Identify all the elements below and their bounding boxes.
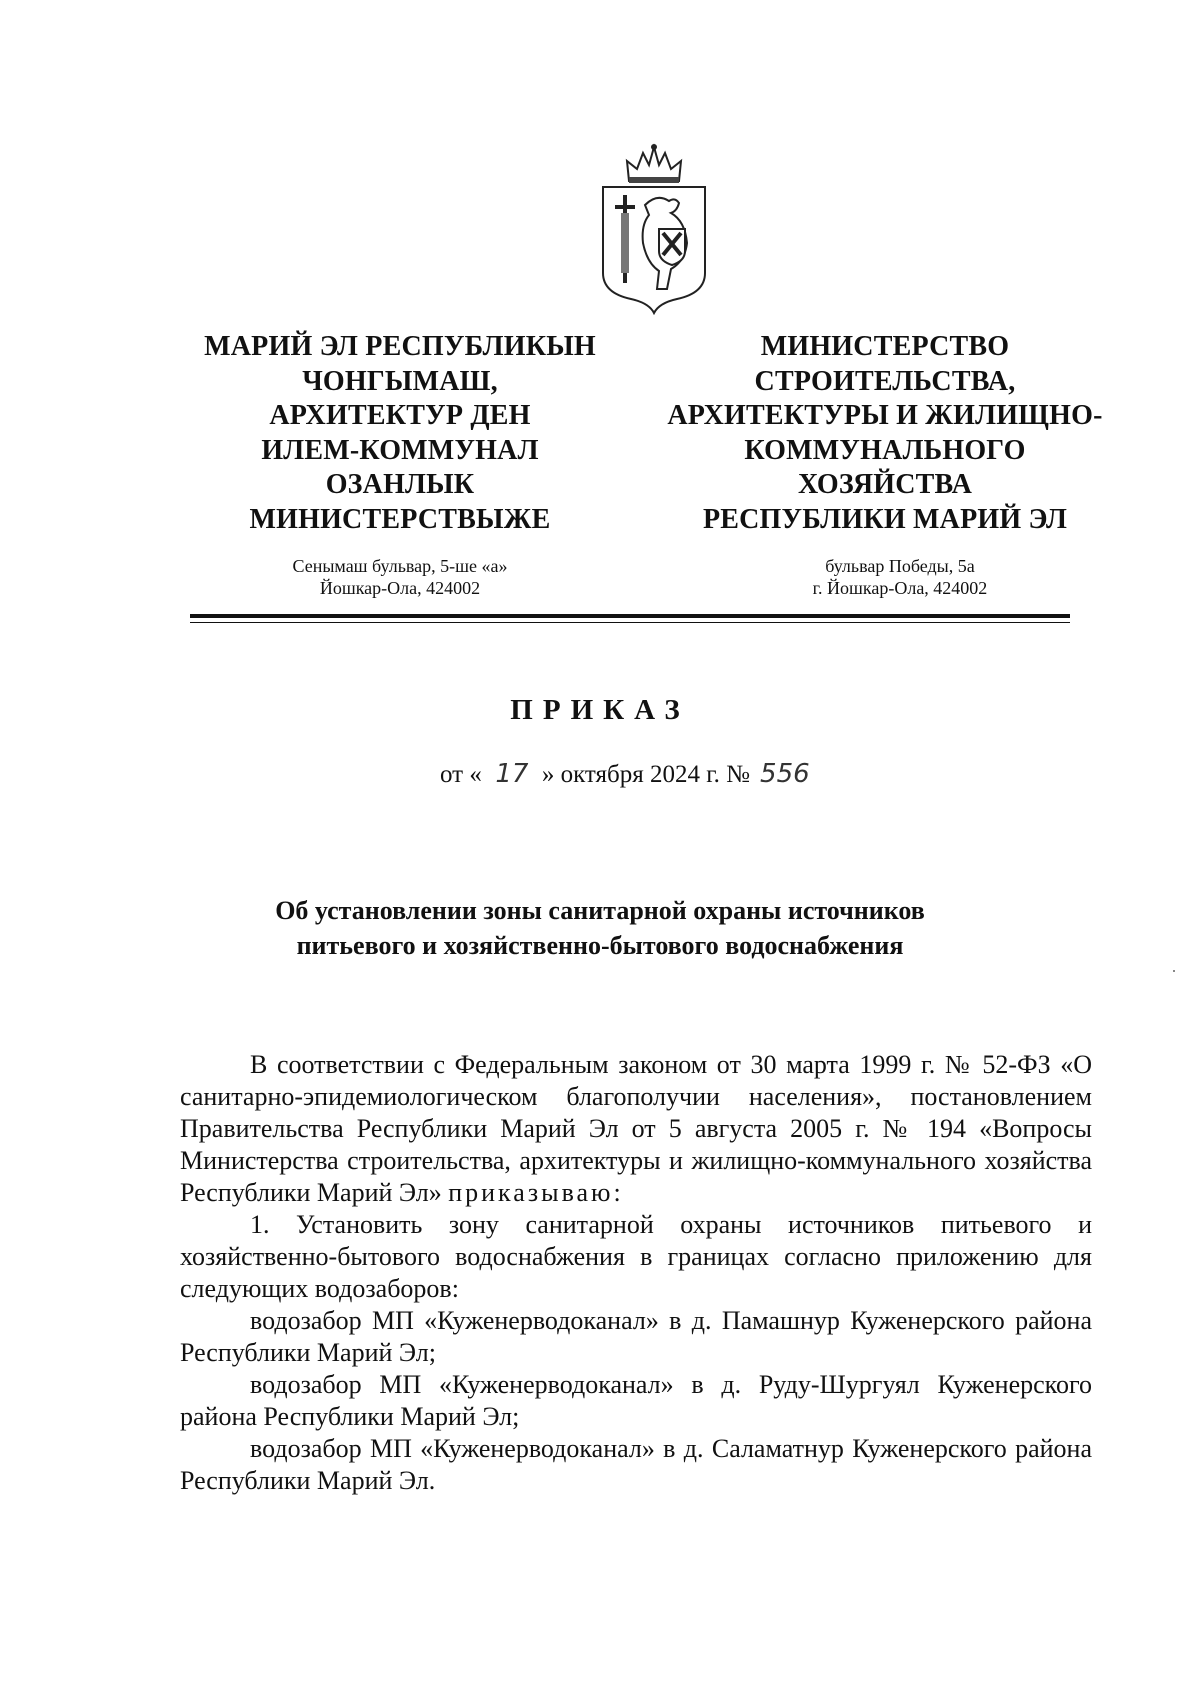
- org-name-russian: [650, 330, 1120, 537]
- intake-item: водозабор МП «Куженерводоканал» в д. Памашнур Куженерского района Республики Марий Эл;: [180, 1306, 1092, 1367]
- header-divider-thick: [190, 614, 1070, 618]
- preamble-text: В соответствии с Федеральным законом от 30 марта 1999 г. № 52-ФЗ «О санитарно-эпидемиологическом благополучии населения», постановлением Правительства Республики Марий Эл от 5 августа 2005 г. № 194 «Вопросы Министерства строительства, архитектуры и жилищно-коммунального хозяйства Республики Марий Эл»: [180, 1050, 1092, 1207]
- order-subject: [0, 893, 1200, 963]
- intake-item: водозабор МП «Куженерводоканал» в д. Руду-Шургуял Куженерского района Республики Марий Эл;: [180, 1370, 1092, 1431]
- org-name-line: ОЗАНЛЫК: [325, 469, 475, 500]
- subject-line: Об установлении зоны санитарной охраны источников: [275, 896, 925, 925]
- scan-speck: [1173, 970, 1175, 972]
- header-divider-thin: [190, 622, 1070, 623]
- subject-line: питьевого и хозяйственно-бытового водоснабжения: [296, 931, 904, 960]
- org-name-line: МИНИСТЕРСТВО: [760, 331, 1010, 362]
- address-line: Сенымаш бульвар, 5-ше «а»: [292, 556, 508, 576]
- org-name-mari: [180, 330, 620, 537]
- handwritten-day: 17: [495, 759, 529, 789]
- coat-of-arms-emblem: [597, 143, 711, 315]
- address-russian: [750, 555, 1050, 599]
- address-line: г. Йошкар-Ола, 424002: [812, 578, 988, 598]
- item-1-paragraph: 1. Установить зону санитарной охраны источников питьевого и хозяйственно-бытового водоснабжения в границах согласно приложению для следующих водозаборов:: [180, 1210, 1092, 1303]
- org-name-line: ЧОНГЫМАШ,: [302, 365, 498, 397]
- address-mari: [240, 555, 560, 599]
- org-name-line: АРХИТЕКТУР ДЕН: [269, 400, 531, 431]
- org-name-line: ИЛЕМ-КОММУНАЛ: [261, 434, 539, 466]
- intake-item: водозабор МП «Куженерводоканал» в д. Саламатнур Куженерского района Республики Марий Эл.: [180, 1434, 1092, 1495]
- order-word: приказываю:: [448, 1178, 624, 1207]
- org-name-line: КОММУНАЛЬНОГО: [744, 434, 1026, 466]
- address-line: Йошкар-Ола, 424002: [319, 578, 481, 598]
- org-name-line: МИНИСТЕРСТВЫЖЕ: [249, 503, 551, 535]
- order-title: ПРИКАЗ: [510, 694, 690, 726]
- handwritten-order-number: 556: [760, 759, 810, 789]
- preamble-paragraph: [180, 1049, 1092, 1209]
- org-name-line: МАРИЙ ЭЛ РЕСПУБЛИКЫН: [204, 331, 596, 362]
- address-line: бульвар Победы, 5а: [825, 556, 975, 576]
- order-body: [180, 1049, 1092, 1497]
- order-date-line: [440, 759, 810, 789]
- org-name-line: ХОЗЯЙСТВА: [797, 469, 973, 500]
- date-middle: » октября 2024 г. №: [541, 761, 751, 788]
- date-prefix: от «: [440, 761, 482, 788]
- org-name-line: СТРОИТЕЛЬСТВА,: [754, 365, 1016, 397]
- org-name-line: РЕСПУБЛИКИ МАРИЙ ЭЛ: [702, 503, 1068, 535]
- org-name-line: АРХИТЕКТУРЫ И ЖИЛИЩНО-: [667, 400, 1103, 431]
